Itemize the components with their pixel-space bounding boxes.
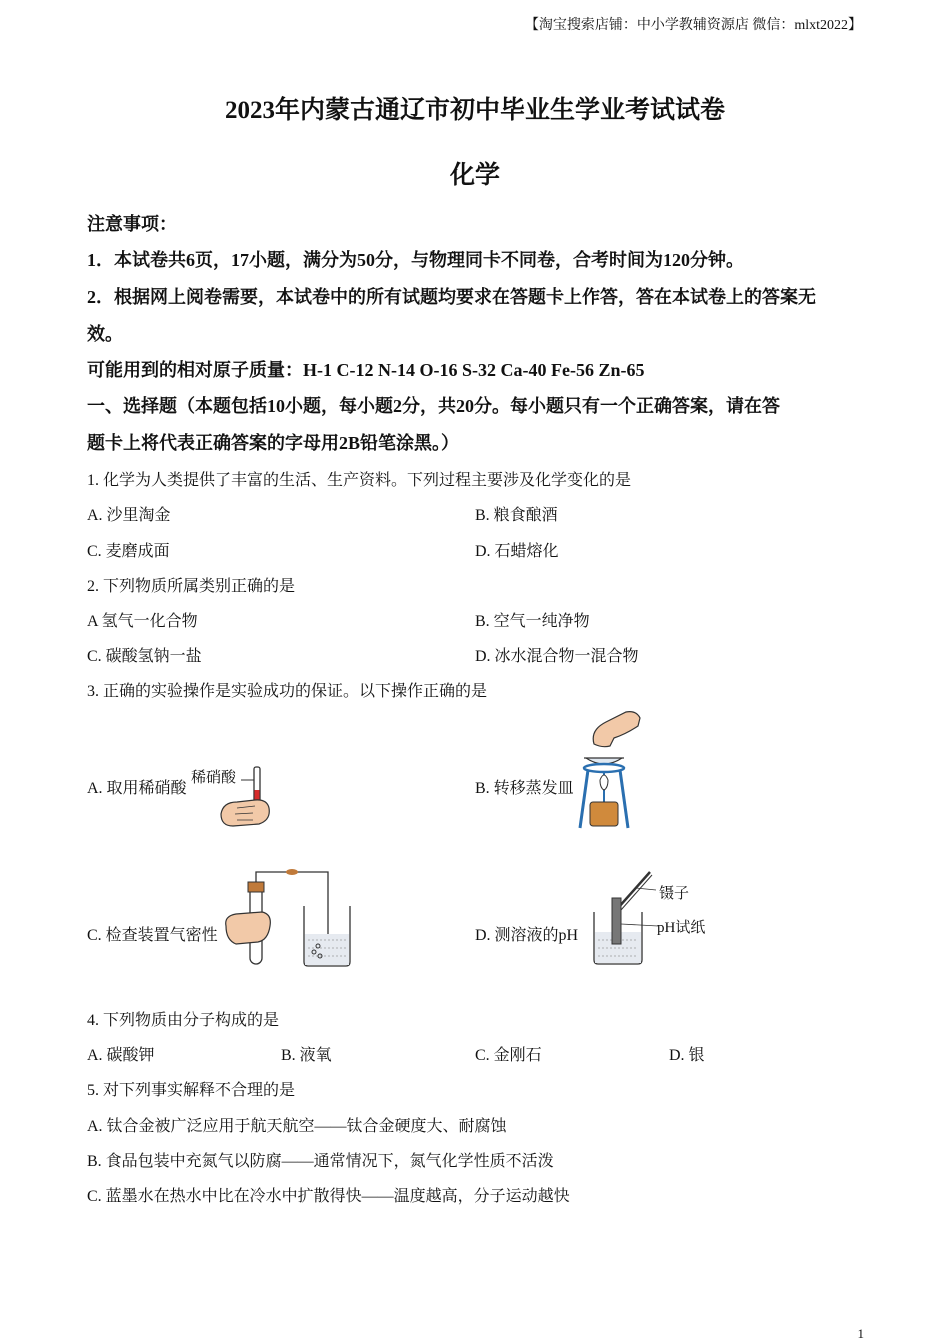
- evaporating-dish-illustration: [574, 708, 646, 832]
- question-5-option-c: C. 蓝墨水在热水中比在冷水中扩散得快——温度越高，分子运动越快: [87, 1188, 570, 1205]
- question-1-option-b: B. 粮食酿酒: [475, 507, 558, 524]
- question-5-option-b: B. 食品包装中充氮气以防腐——通常情况下，氮气化学性质不活泼: [87, 1153, 554, 1170]
- header-note: 【淘宝搜索店铺：中小学教辅资源店 微信：mlxt2022】: [524, 18, 862, 33]
- exam-title: 2023年内蒙古通辽市初中毕业生学业考试试卷: [224, 97, 725, 124]
- question-1-option-c: C. 麦磨成面: [87, 543, 170, 560]
- airtightness-check-illustration: [222, 864, 356, 970]
- ph-test-illustration: [588, 866, 654, 970]
- notes-heading: 注意事项：: [87, 214, 177, 234]
- pouring-acid-illustration: [215, 762, 275, 834]
- question-2-option-b: B. 空气一纯净物: [475, 613, 590, 630]
- question-3-option-b: B. 转移蒸发皿: [475, 780, 574, 797]
- notes-item-2-cont: 效。: [87, 324, 123, 344]
- question-2-option-c: C. 碳酸氢钠一盐: [87, 648, 202, 665]
- question-1-stem: 1. 化学为人类提供了丰富的生活、生产资料。下列过程主要涉及化学变化的是: [87, 472, 632, 489]
- section-1-heading: 一、选择题（本题包括10小题，每小题2分，共20分。每小题只有一个正确答案，请在答: [87, 396, 780, 416]
- question-2-option-d: D. 冰水混合物一混合物: [475, 648, 639, 665]
- question-4-option-d: D. 银: [669, 1047, 705, 1064]
- notes-item-1: 1．本试卷共6页，17小题，满分为50分，与物理同卡不同卷，合考时间为120分钟。: [87, 250, 744, 270]
- question-3-option-a: A. 取用稀硝酸: [87, 780, 187, 797]
- question-5-stem: 5. 对下列事实解释不合理的是: [87, 1082, 296, 1099]
- question-5-option-a: A. 钛合金被广泛应用于航天航空——钛合金硬度大、耐腐蚀: [87, 1118, 507, 1135]
- question-4-option-b: B. 液氧: [281, 1047, 332, 1064]
- section-1-heading-cont: 题卡上将代表正确答案的字母用2B铅笔涂黑。）: [87, 433, 460, 453]
- question-4-option-c: C. 金刚石: [475, 1047, 542, 1064]
- dilute-nitric-acid-label: 稀硝酸: [191, 770, 237, 786]
- question-1-option-a: A. 沙里淘金: [87, 507, 171, 524]
- page-number: 1: [857, 1326, 864, 1341]
- question-1-option-d: D. 石蜡熔化: [475, 543, 559, 560]
- subject-title: 化学: [449, 162, 500, 189]
- atomic-masses: 可能用到的相对原子质量：H-1 C-12 N-14 O-16 S-32 Ca-40 Fe-56 Zn-65: [87, 360, 645, 380]
- question-3-stem: 3. 正确的实验操作是实验成功的保证。以下操作正确的是: [87, 683, 488, 700]
- question-4-option-a: A. 碳酸钾: [87, 1047, 155, 1064]
- tweezers-label: 镊子: [659, 886, 690, 902]
- notes-item-2: 2．根据网上阅卷需要，本试卷中的所有试题均要求在答题卡上作答，答在本试卷上的答案无: [87, 287, 816, 307]
- question-3-option-c: C. 检查装置气密性: [87, 927, 218, 944]
- question-2-stem: 2. 下列物质所属类别正确的是: [87, 578, 296, 595]
- question-4-stem: 4. 下列物质由分子构成的是: [87, 1012, 280, 1029]
- question-3-option-d: D. 测溶液的pH: [475, 927, 579, 944]
- ph-paper-label: pH试纸: [657, 920, 706, 936]
- question-2-option-a: A 氢气一化合物: [87, 613, 198, 630]
